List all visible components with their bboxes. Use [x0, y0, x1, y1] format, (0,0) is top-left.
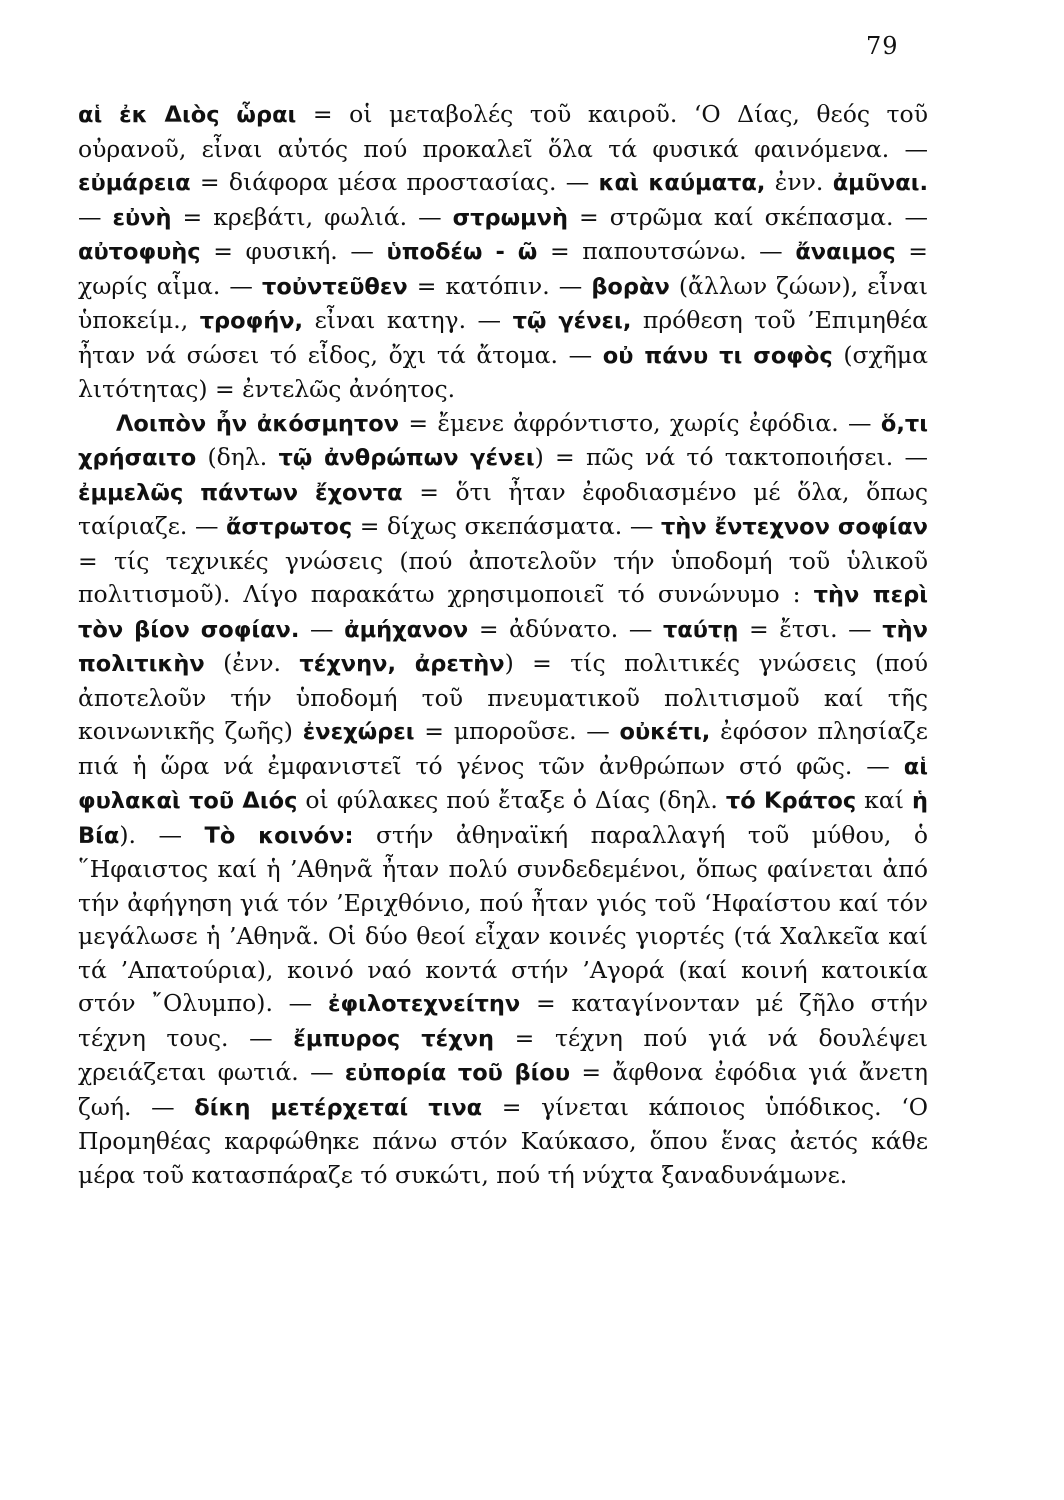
gloss-term: ἄστρωτος	[226, 514, 353, 540]
gloss-text: = ἄφθονα ἐφόδια γιά ἄνετη ζωή. —	[78, 1058, 928, 1121]
gloss-term: τό Κράτος	[725, 788, 857, 814]
gloss-term: εὐπορία τοῦ βίου	[344, 1060, 571, 1086]
gloss-text: = παπουτσώνω. —	[537, 237, 796, 265]
gloss-term: αἱ φυλακαὶ τοῦ Διός	[78, 753, 928, 814]
gloss-text: = τέχνη πού γιά νά δουλέψει χρειάζεται φωτιά. —	[78, 1023, 929, 1086]
gloss-term: τέχνην, ἀρετὴν	[299, 651, 505, 677]
gloss-text: ) = πῶς νά τό τακτοποιήσει. —	[534, 443, 929, 471]
gloss-term: ὑποδέω - ῶ	[386, 239, 538, 265]
gloss-term: ἄναιμος	[795, 239, 896, 265]
gloss-text: οἱ φύλακες πού ἔταξε ὁ Δίας (δηλ.	[297, 786, 726, 814]
gloss-text: —	[299, 614, 345, 643]
page-number: 79	[866, 32, 899, 60]
gloss-term: Λοιπὸν ἦν ἀκόσμητον	[116, 410, 400, 437]
text-body	[78, 98, 928, 1192]
gloss-term: βορὰν	[591, 273, 670, 300]
gloss-text: (ἄλλων ζώων), εἶναι ὑποκείμ.,	[78, 271, 928, 334]
gloss-term: τῷ ἀνθρώπων γένει	[278, 445, 535, 471]
gloss-text: καί	[856, 786, 912, 814]
gloss-text: στήν ἀθηναϊκή παραλλαγή τοῦ μύθου, ὁ ῞Ηφαιστος καί ἡ ’Αθηνᾶ ἦταν πολύ συνδεδεμένοι, ὅπως φαίνεται ἀπό τήν ἀφήγηση γιά τόν ’Εριχθόνιο, πού ἦταν γιός τοῦ ‘Ηφαίστου καί τόν μεγάλωσε ἡ ’Αθηνᾶ. Οἱ δύο θεοί εἶχαν κοινές γιορτές (τά Χαλκεῖα καί τά ’Απατούρια), κοινό ναό κοντά στήν ’Αγορά (καί κοινή κατοικία στόν ῎Ολυμπο). —	[78, 820, 928, 1017]
gloss-term: τροφήν,	[199, 308, 304, 334]
gloss-text: = ἔτσι. —	[738, 614, 883, 643]
gloss-term: ἔμπυρος τέχνη	[293, 1025, 495, 1052]
gloss-term: τοὐντεῦθεν	[262, 273, 408, 300]
gloss-text: = τίς τεχνικές γνώσεις (πού ἀποτελοῦν τήν ὑποδομή τοῦ ὑλικοῦ πολιτισμοῦ). Λίγο παρακάτω χρησιμοποιεῖ τό συνώνυμο :	[78, 546, 928, 608]
gloss-text: εἶναι κατηγ. —	[303, 306, 513, 334]
gloss-term: ὅ,τι χρήσαιτο	[78, 410, 928, 471]
paragraph-2	[78, 407, 928, 1193]
gloss-term: Τὸ κοινόν:	[204, 822, 354, 849]
gloss-text: = γίνεται κάποιος ὑπόδικος. ‘Ο Προμηθέας καρφώθηκε πάνω στόν Καύκασο, ὅπου ἕνας ἀετός κάθε μέρα τοῦ κατασπάραζε τό συκώτι, πού τή νύχτα ξαναδυνάμωνε.	[78, 1092, 929, 1189]
gloss-text: (σχῆμα λιτότητας) = ἐντελῶς ἀνόητος.	[78, 340, 928, 403]
gloss-term: οὐ πάνυ τι σοφὸς	[602, 342, 833, 369]
gloss-term: εὐμάρεια	[78, 170, 191, 196]
gloss-term: οὐκέτι,	[619, 719, 711, 745]
gloss-text: ) = τίς πολιτικές γνώσεις (πού ἀποτελοῦν τήν ὑποδομή τοῦ πνευματικοῦ πολιτισμοῦ καί τῆς κοινωνικῆς ζωῆς)	[78, 649, 929, 745]
gloss-term: στρωμνὴ	[452, 204, 569, 231]
gloss-text: —	[78, 202, 113, 231]
gloss-text: (ἐνν.	[204, 649, 300, 677]
gloss-text: ἐφόσον πλησίαζε πιά ἡ ὥρα νά ἐμφανιστεῖ τό γένος τῶν ἀνθρώπων στό φῶς. —	[78, 717, 928, 780]
gloss-term: καὶ καύματα,	[598, 170, 766, 196]
gloss-term: αὐτοφυὴς	[78, 239, 201, 265]
gloss-text: πρόθεση τοῦ ’Επιμηθέα ἦταν νά σώσει τό εἶδος, ὄχι τά ἄτομα. —	[78, 306, 929, 369]
gloss-text: = δίχως σκεπάσματα. —	[352, 512, 661, 540]
gloss-text: = ἀδύνατο. —	[468, 614, 663, 643]
gloss-term: ἐνεχώρει	[302, 719, 415, 745]
gloss-text: ). —	[119, 820, 205, 849]
gloss-text: = ἔμενε ἀφρόντιστο, χωρίς ἐφόδια. —	[399, 408, 881, 437]
gloss-text: = φυσική. —	[200, 237, 387, 265]
gloss-text: (δηλ.	[196, 443, 279, 471]
paragraph-1	[78, 98, 928, 407]
gloss-term: τῷ γένει,	[512, 308, 632, 334]
gloss-term: αἱ ἐκ Διὸς ὧραι	[78, 102, 297, 128]
gloss-term: ταύτῃ	[662, 616, 739, 643]
gloss-term: τὴν ἔντεχνον σοφίαν	[660, 514, 929, 540]
gloss-term: δίκη μετέρχεταί τινα	[194, 1094, 483, 1121]
gloss-text: = στρῶμα καί σκέπασμα. —	[568, 202, 928, 231]
gloss-text: = μποροῦσε. —	[414, 717, 620, 745]
gloss-term: τὴν πολιτικὴν	[78, 616, 928, 677]
gloss-text: = κρεβάτι, φωλιά. —	[171, 202, 453, 231]
gloss-term: ἀμῦναι.	[832, 170, 929, 196]
gloss-text: = χωρίς αἷμα. —	[78, 237, 928, 300]
gloss-term: ἐφιλοτεχνείτην	[327, 991, 521, 1017]
gloss-term: εὐνὴ	[112, 204, 172, 231]
gloss-text: = ὅτι ἦταν ἐφοδιασμένο μέ ὅλα, ὅπως ταίριαζε. —	[78, 477, 928, 540]
gloss-text: ἐνν.	[765, 168, 833, 196]
gloss-text: = καταγίνονταν μέ ζῆλο στήν τέχνη τους. —	[78, 989, 928, 1052]
gloss-text: = διάφορα μέσα προστασίας. —	[190, 168, 599, 196]
gloss-text: = κατόπιν. —	[407, 271, 592, 300]
gloss-term: τὴν περὶ τὸν βίον σοφίαν.	[78, 582, 928, 643]
gloss-term: ἡ Βία	[78, 788, 928, 849]
gloss-text: = οἱ μεταβολές τοῦ καιροῦ. ‘Ο Δίας, θεός τοῦ οὐρανοῦ, εἶναι αὐτός πού προκαλεῖ ὅλα τά φυσικά φαινόμενα. —	[78, 100, 928, 163]
gloss-term: ἀμήχανον	[344, 616, 469, 643]
gloss-term: ἐμμελῶς πάντων ἔχοντα	[78, 479, 403, 506]
